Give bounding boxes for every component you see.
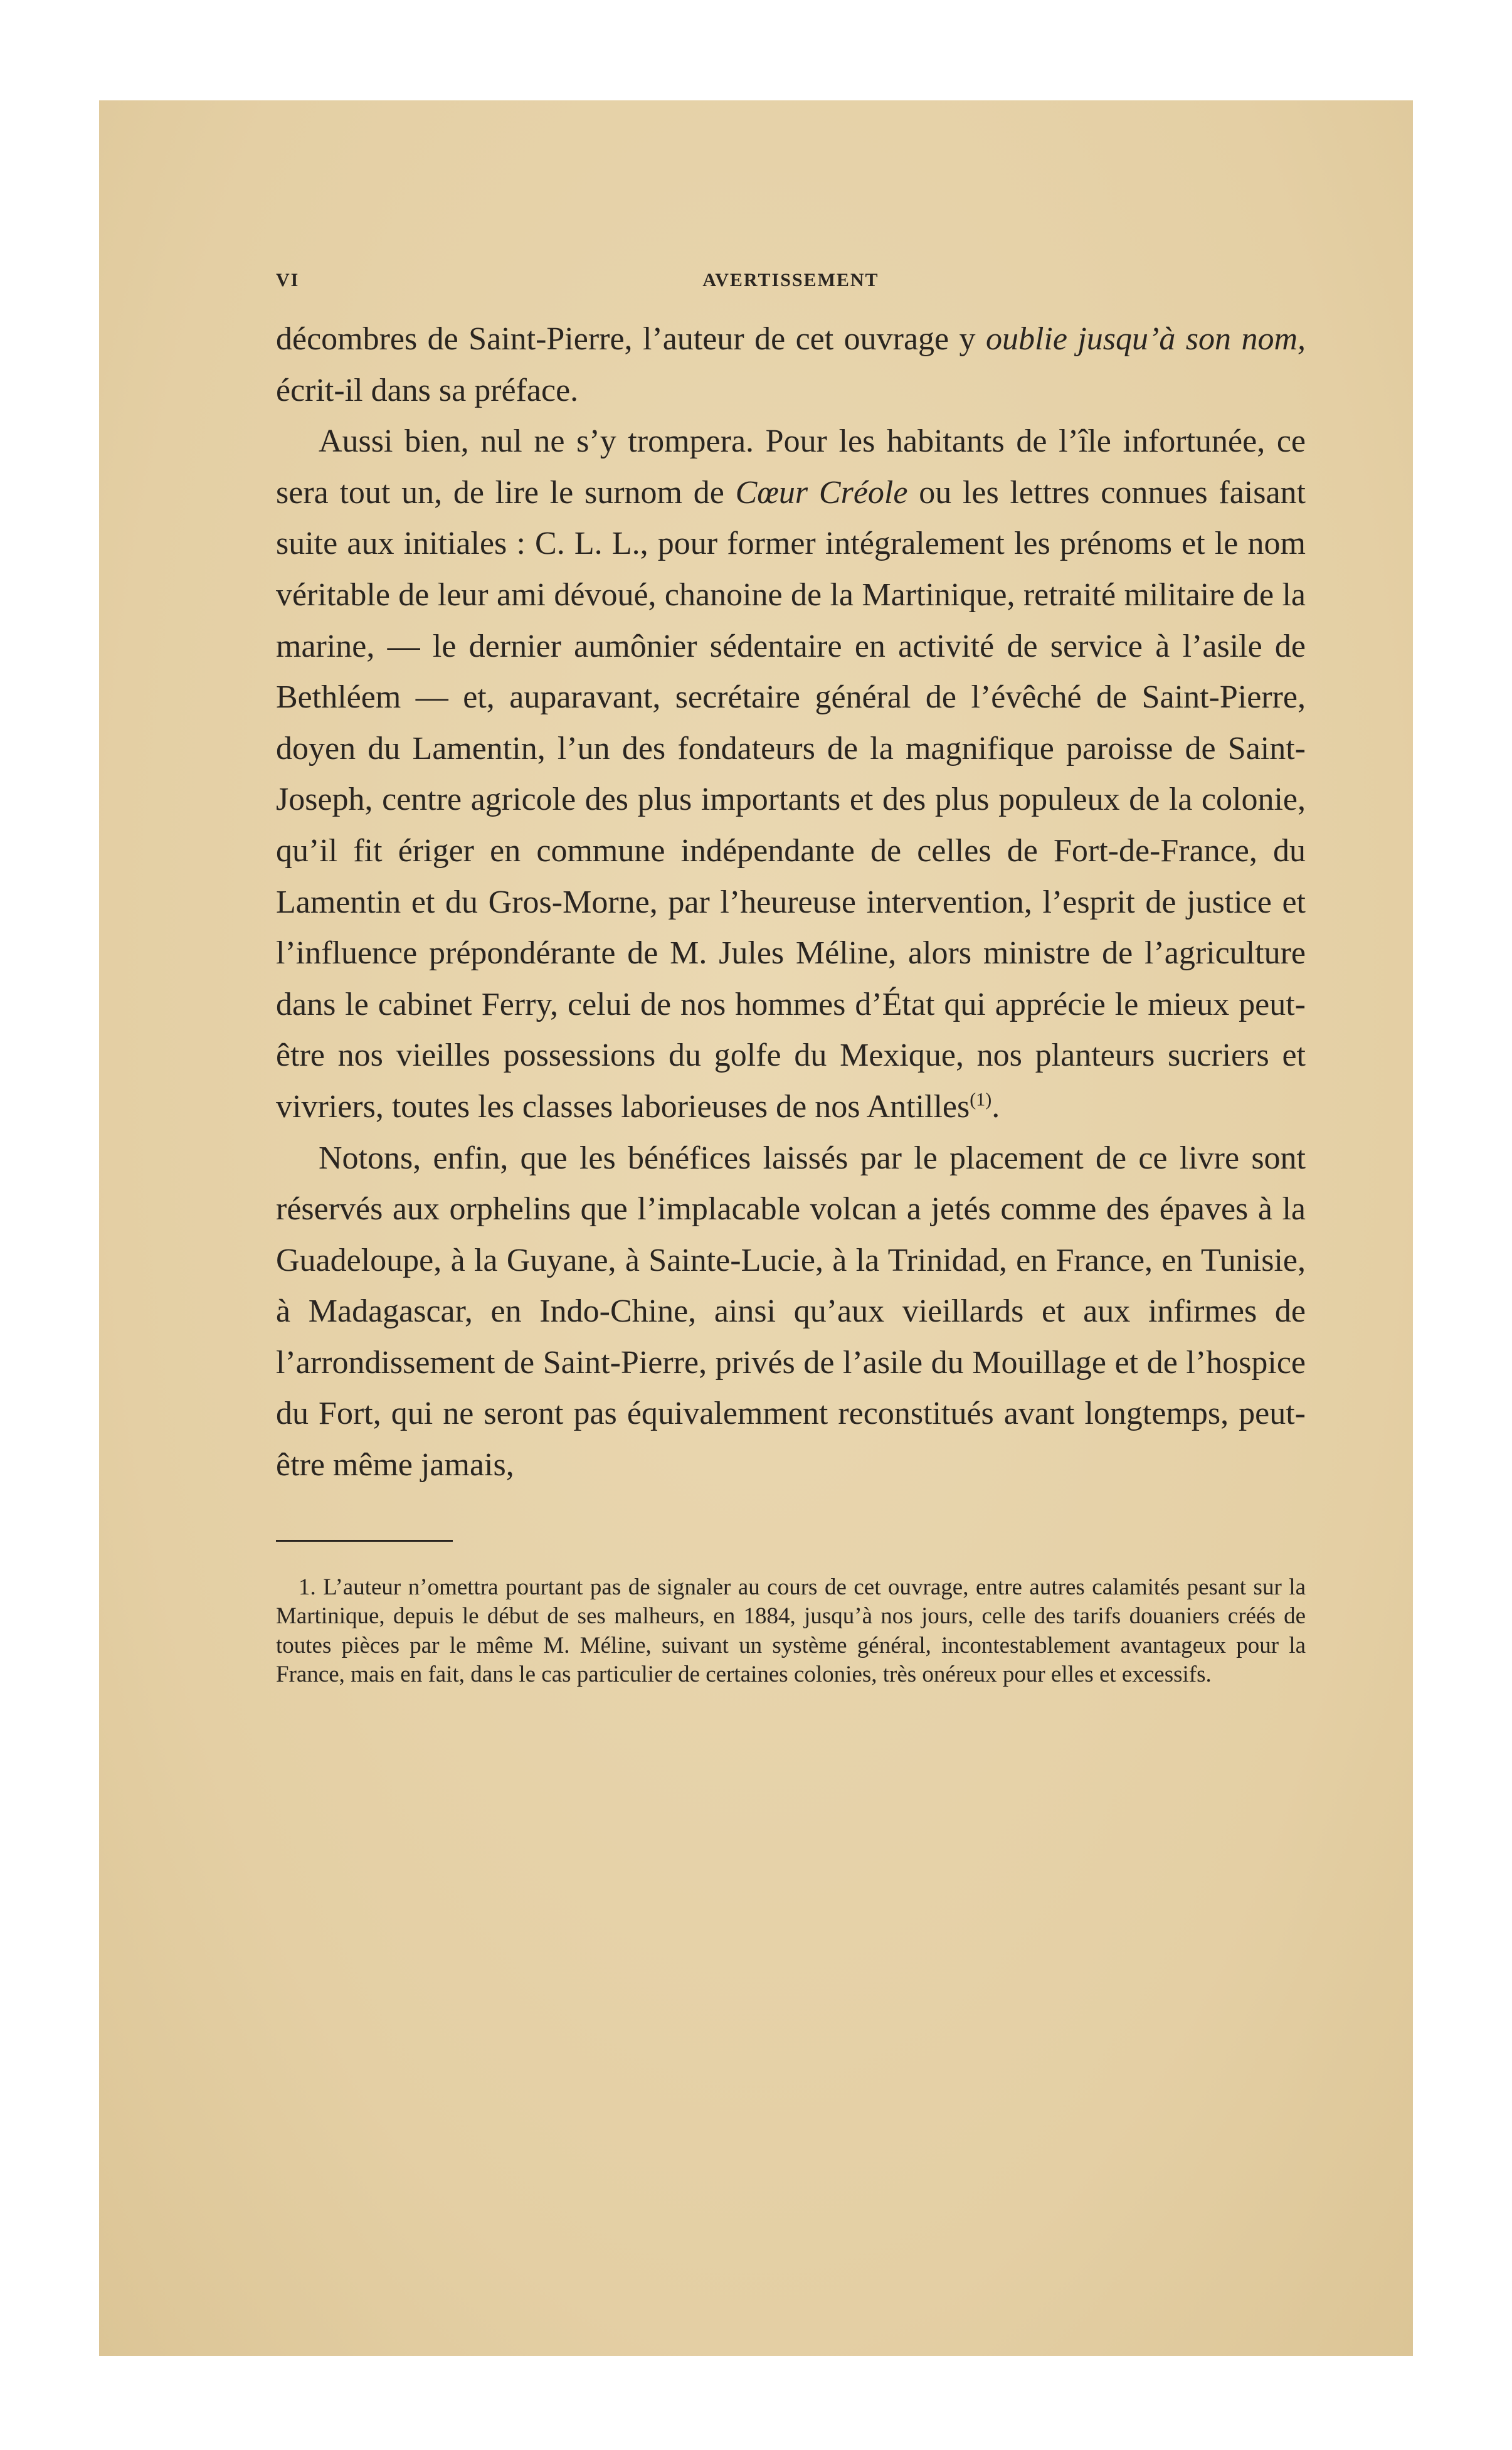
footnote-reference: (1) (970, 1089, 992, 1110)
page-content (276, 270, 1306, 1690)
running-title: AVERTISSEMENT (702, 270, 879, 290)
page-number: VI (276, 270, 300, 290)
paragraph-2-text-c: . (991, 1088, 1000, 1125)
footnote-separator (276, 1540, 453, 1542)
paragraph-1-italic: oublie jusqu’à son nom, (985, 321, 1306, 357)
paragraph-2-italic: Cœur Créole (735, 474, 908, 511)
paragraph-1-text-b: écrit-il dans sa préface. (276, 372, 579, 408)
paragraph-2-text-b: ou les lettres connues faisant suite aux initiales : C. L. L., pour former intégralement les prénoms et le nom véritable de leur ami dévoué, chanoine de la Martinique, retraité militaire de la marine, — le dernier aumônier sédentaire en activité de service à l’asile de Bethléem — et, auparavant, secrétaire général de l’évêché de Saint-Pierre, doyen du Lamentin, l’un des fondateurs de la magnifique paroisse de Saint-Joseph, centre agricole des plus importants et des plus populeux de la colonie, qu’il fit ériger en commune indépendante de celles de Fort-de-France, du Lamentin et du Gros-Morne, par l’heureuse intervention, l’esprit de justice et l’influence prépondérante de M. Jules Méline, alors ministre de l’agriculture dans le cabinet Ferry, celui de nos hommes d’État qui apprécie le mieux peut-être nos vieilles possessions du golfe du Mexique, nos planteurs sucriers et vivriers, toutes les classes laborieuses de nos Antilles (276, 474, 1306, 1125)
footnote: 1. L’auteur n’omettra pourtant pas de signaler au cours de cet ouvrage, entre autres calamités pesant sur la Martinique, depuis le début de ses malheurs, en 1884, jusqu’à nos jours, celle des tarifs douaniers créés de toutes pièces par le même M. Méline, suivant un système général, incontestablement avantageux pour la France, mais en fait, dans le cas particulier de certaines colonies, très onéreux pour elles et excessifs. (276, 1574, 1306, 1688)
paragraph-2 (276, 416, 1306, 1132)
paragraph-1-text-a: décombres de Saint-Pierre, l’auteur de cet ouvrage y (276, 321, 986, 357)
body-text (276, 314, 1306, 1491)
paragraph-3: Notons, enfin, que les bénéfices laissés par le placement de ce livre sont réservés aux orphelins que l’implacable volcan a jetés comme des épaves à la Guadeloupe, à la Guyane, à Sainte-Lucie, à la Trinidad, en France, en Tunisie, à Madagascar, en Indo-Chine, ainsi qu’aux vieillards et aux infirmes de l’arrondissement de Saint-Pierre, privés de l’asile du Mouillage et de l’hospice du Fort, qui ne seront pas équivalemment reconstitués avant longtemps, peut-être même jamais, (276, 1140, 1306, 1483)
running-head (276, 270, 1306, 314)
paragraph-1 (276, 314, 1306, 416)
paragraph-2-text-a: Aussi bien, nul ne s’y trompera. Pour les habitants de l’île infortunée, ce sera tout un, de lire le surnom de (276, 423, 1306, 511)
